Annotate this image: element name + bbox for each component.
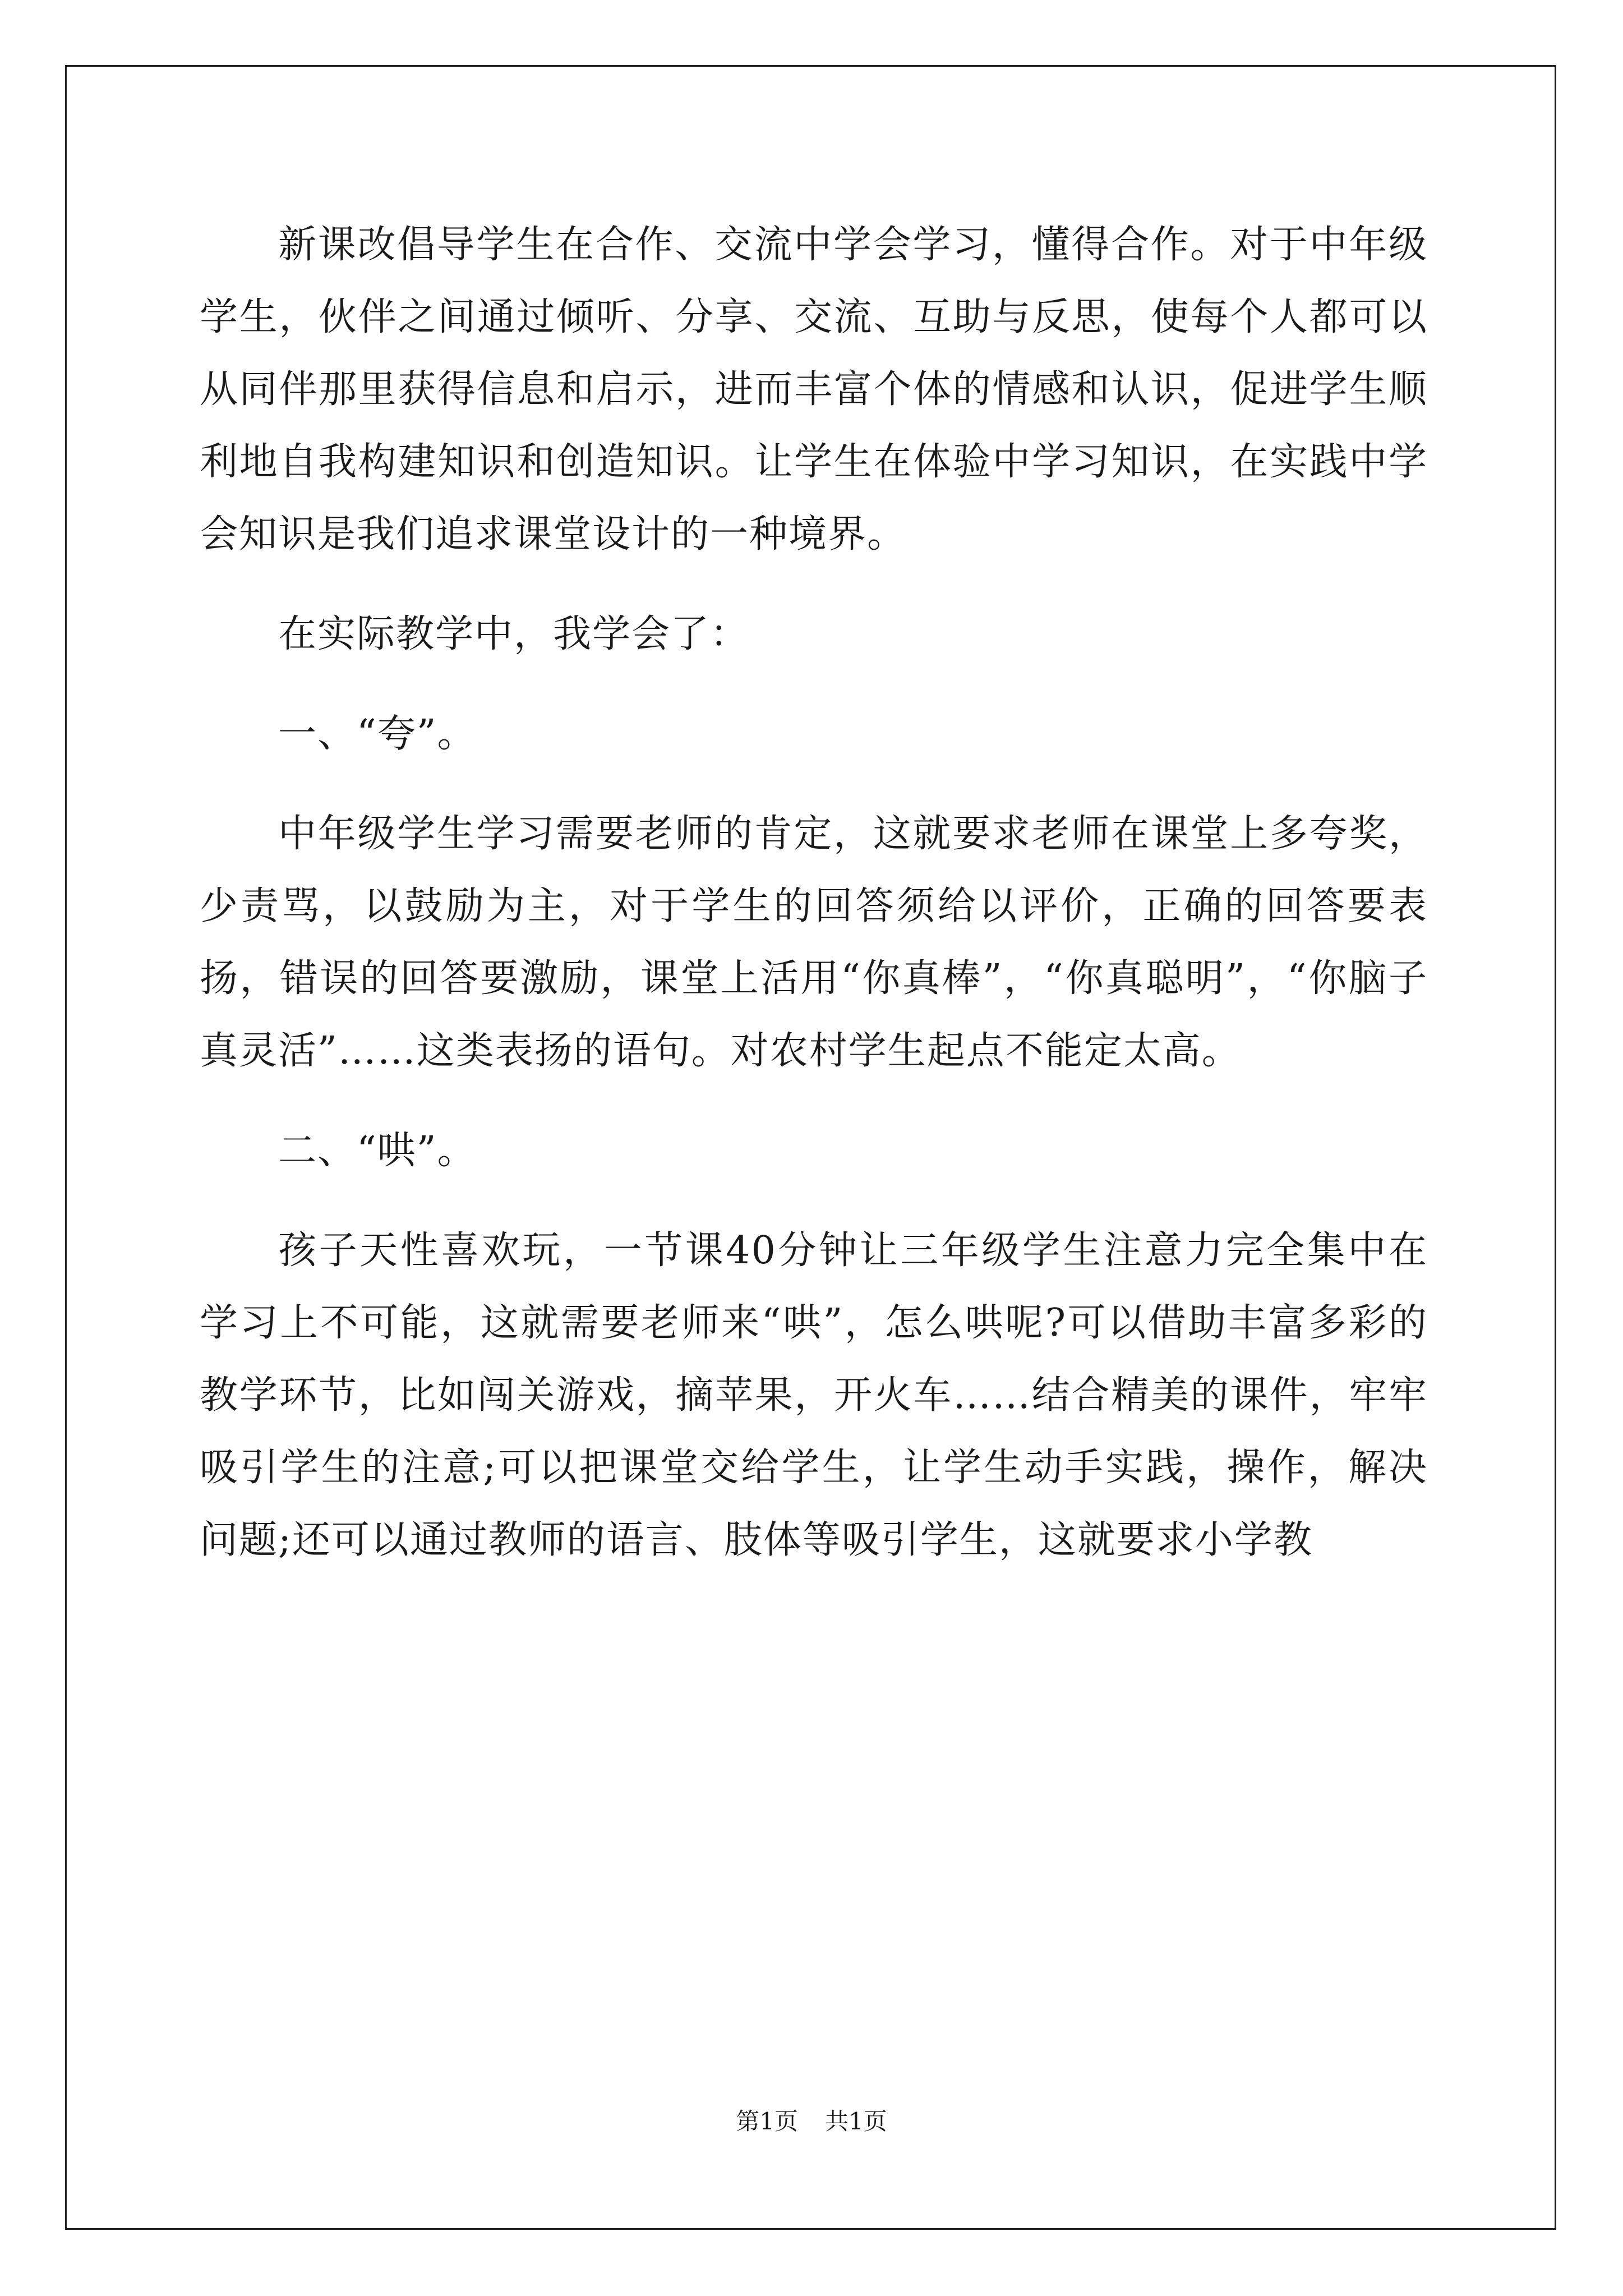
- paragraph: 在实际教学中，我学会了：: [278, 612, 750, 656]
- paragraph: 新课改倡导学生在合作、交流中学会学习，懂得合作。对于中年级学生，伙伴之间通过倾听、分享、交流、互助与反思，使每个人都可以从同伴那里获得信息和启示，进而丰富个体的情感和认识，促进学生顺利地自我构建知识和创造知识。让学生在体验中学习知识，在实践中学会知识是我们追求课堂设计的一种境界。: [200, 223, 1428, 556]
- section-heading: 一、“夸”。: [278, 712, 477, 756]
- section-heading: 二、“哄”。: [278, 1129, 477, 1173]
- page-number: 第1页: [736, 2108, 798, 2135]
- paragraph: 中年级学生学习需要老师的肯定，这就要求老师在课堂上多夸奖，少责骂，以鼓励为主，对于学生的回答须给以评价，正确的回答要表扬，错误的回答要激励，课堂上活用“你真棒”，“你真聪明”，“你脑子真灵活”……这类表扬的语句。对农村学生起点不能定太高。: [200, 812, 1428, 1073]
- page-total: 共1页: [825, 2108, 887, 2135]
- paragraph: 孩子天性喜欢玩，一节课40分钟让三年级学生注意力完全集中在学习上不可能，这就需要老师来“哄”，怎么哄呢?可以借助丰富多彩的教学环节，比如闯关游戏，摘苹果，开火车……结合精美的课件，牢牢吸引学生的注意;可以把课堂交给学生，让学生动手实践，操作，解决问题;还可以通过教师的语言、肢体等吸引学生，这就要求小学教: [200, 1228, 1428, 1562]
- page-footer: [0, 2105, 1623, 2138]
- document-body: [200, 209, 1428, 1604]
